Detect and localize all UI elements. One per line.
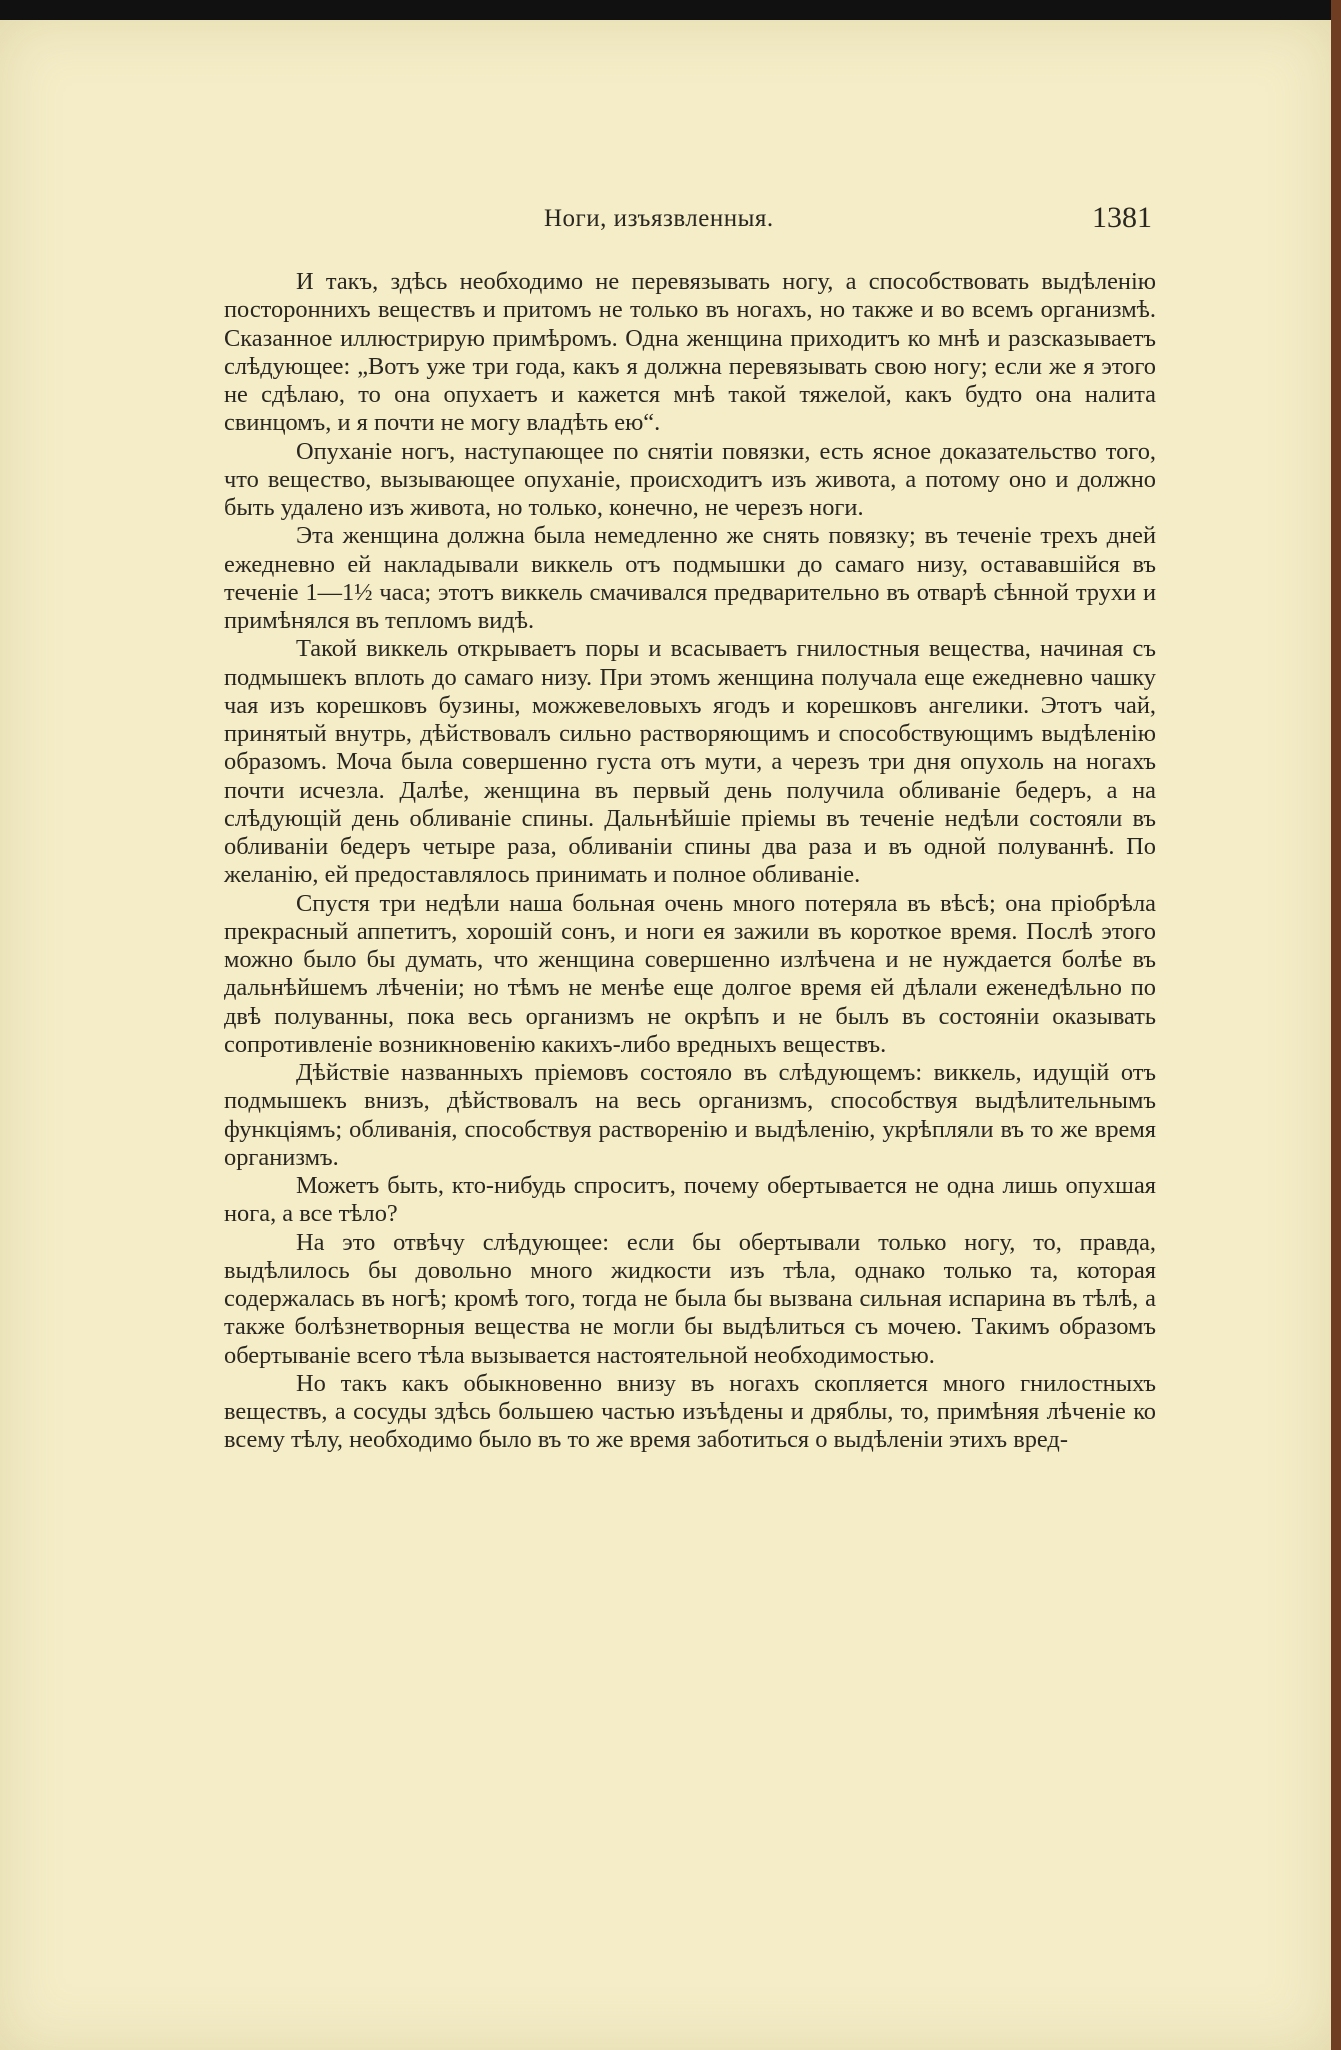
paragraph: Дѣйствіе названныхъ пріемовъ состояло въ слѣдующемъ: виккель, идущій отъ подмышекъ внизъ, дѣйствовалъ на весь организмъ, способствуя выдѣлительнымъ функціямъ; обливанія, способствуя растворенію и выдѣленію, укрѣпляли въ то же время организмъ. <box>224 1059 1156 1171</box>
paragraph: И такъ, здѣсь необходимо не перевязывать ногу, а способствовать выдѣленію постороннихъ веществъ и притомъ не только въ ногахъ, но также и во всемъ организмѣ. Сказанное иллюстрирую примѣромъ. Одна женщина приходитъ ко мнѣ и разсказываетъ слѣдующее: „Вотъ уже три года, какъ я должна перевязывать свою ногу; если же я этого не сдѣлаю, то она опухаетъ и кажется мнѣ такой тяжелой, какъ будто она налита свинцомъ, и я почти не могу владѣть ею“. <box>224 268 1156 437</box>
page-header <box>222 201 1152 245</box>
paragraph: На это отвѣчу слѣдующее: если бы обертывали только ногу, то, правда, выдѣлилось бы довольно много жидкости изъ тѣла, однако только та, которая содержалась въ ногѣ; кромѣ того, тогда не была бы вызвана сильная испарина въ тѣлѣ, а также болѣзнетворныя вещества не могли бы выдѣлиться съ мочею. Такимъ образомъ обертываніе всего тѣла вызывается настоятельной необходимостью. <box>224 1228 1156 1369</box>
running-title: Ноги, изъязвленныя. <box>544 205 774 232</box>
paragraph: Можетъ быть, кто-нибудь спроситъ, почему обертывается не одна лишь опухшая нога, а все тѣло? <box>224 1172 1156 1228</box>
page-number: 1381 <box>1092 201 1152 234</box>
scan-right-border <box>1331 0 1341 2050</box>
paragraph: Спустя три недѣли наша больная очень много потеряла въ вѣсѣ; она пріобрѣла прекрасный аппетитъ, хорошій сонъ, и ноги ея зажили въ короткое время. Послѣ этого можно было бы думать, что женщина совершенно излѣчена и не нуждается болѣе въ дальнѣйшемъ лѣченіи; но тѣмъ не менѣе еще долгое время ей дѣлали еженедѣльно по двѣ полуванны, пока весь организмъ не окрѣпъ и не былъ въ состояніи оказывать сопротивленіе возникновенію какихъ-либо вредныхъ веществъ. <box>224 889 1156 1058</box>
body-text <box>224 268 1156 1455</box>
paragraph: Но такъ какъ обыкновенно внизу въ ногахъ скопляется много гнилостныхъ веществъ, а сосуды здѣсь большею частью изъѣдены и дряблы, то, примѣняя лѣченіе ко всему тѣлу, необходимо было въ то же время заботиться о выдѣленіи этихъ вред- <box>224 1369 1156 1454</box>
paragraph: Такой виккель открываетъ поры и всасываетъ гнилостныя вещества, начиная съ подмышекъ вплоть до самаго низу. При этомъ женщина получала еще ежедневно чашку чая изъ корешковъ бузины, можжевеловыхъ ягодъ и корешковъ ангелики. Этотъ чай, принятый внутрь, дѣйствовалъ сильно растворяющимъ и способствующимъ выдѣленію образомъ. Моча была совершенно густа отъ мути, а черезъ три дня опухоль на ногахъ почти исчезла. Далѣе, женщина въ первый день получила обливаніе бедеръ, а на слѣдующій день обливаніе спины. Дальнѣйшіе пріемы въ теченіе недѣли состояли въ обливаніи бедеръ четыре раза, обливаніи спины два раза и въ одной полуваннѣ. По желанію, ей предоставлялось принимать и полное обливаніе. <box>224 635 1156 889</box>
paragraph: Эта женщина должна была немедленно же снять повязку; въ теченіе трехъ дней ежедневно ей накладывали виккель отъ подмышки до самаго низу, остававшійся въ теченіе 1—1½ часа; этотъ виккель смачивался предварительно въ отварѣ сѣнной трухи и примѣнялся въ тепломъ видѣ. <box>224 522 1156 634</box>
scan-top-border <box>0 0 1341 20</box>
paragraph: Опуханіе ногъ, наступающее по снятіи повязки, есть ясное доказательство того, что вещество, вызывающее опуханіе, происходитъ изъ живота, а потому оно и должно быть удалено изъ живота, но только, конечно, не черезъ ноги. <box>224 437 1156 521</box>
